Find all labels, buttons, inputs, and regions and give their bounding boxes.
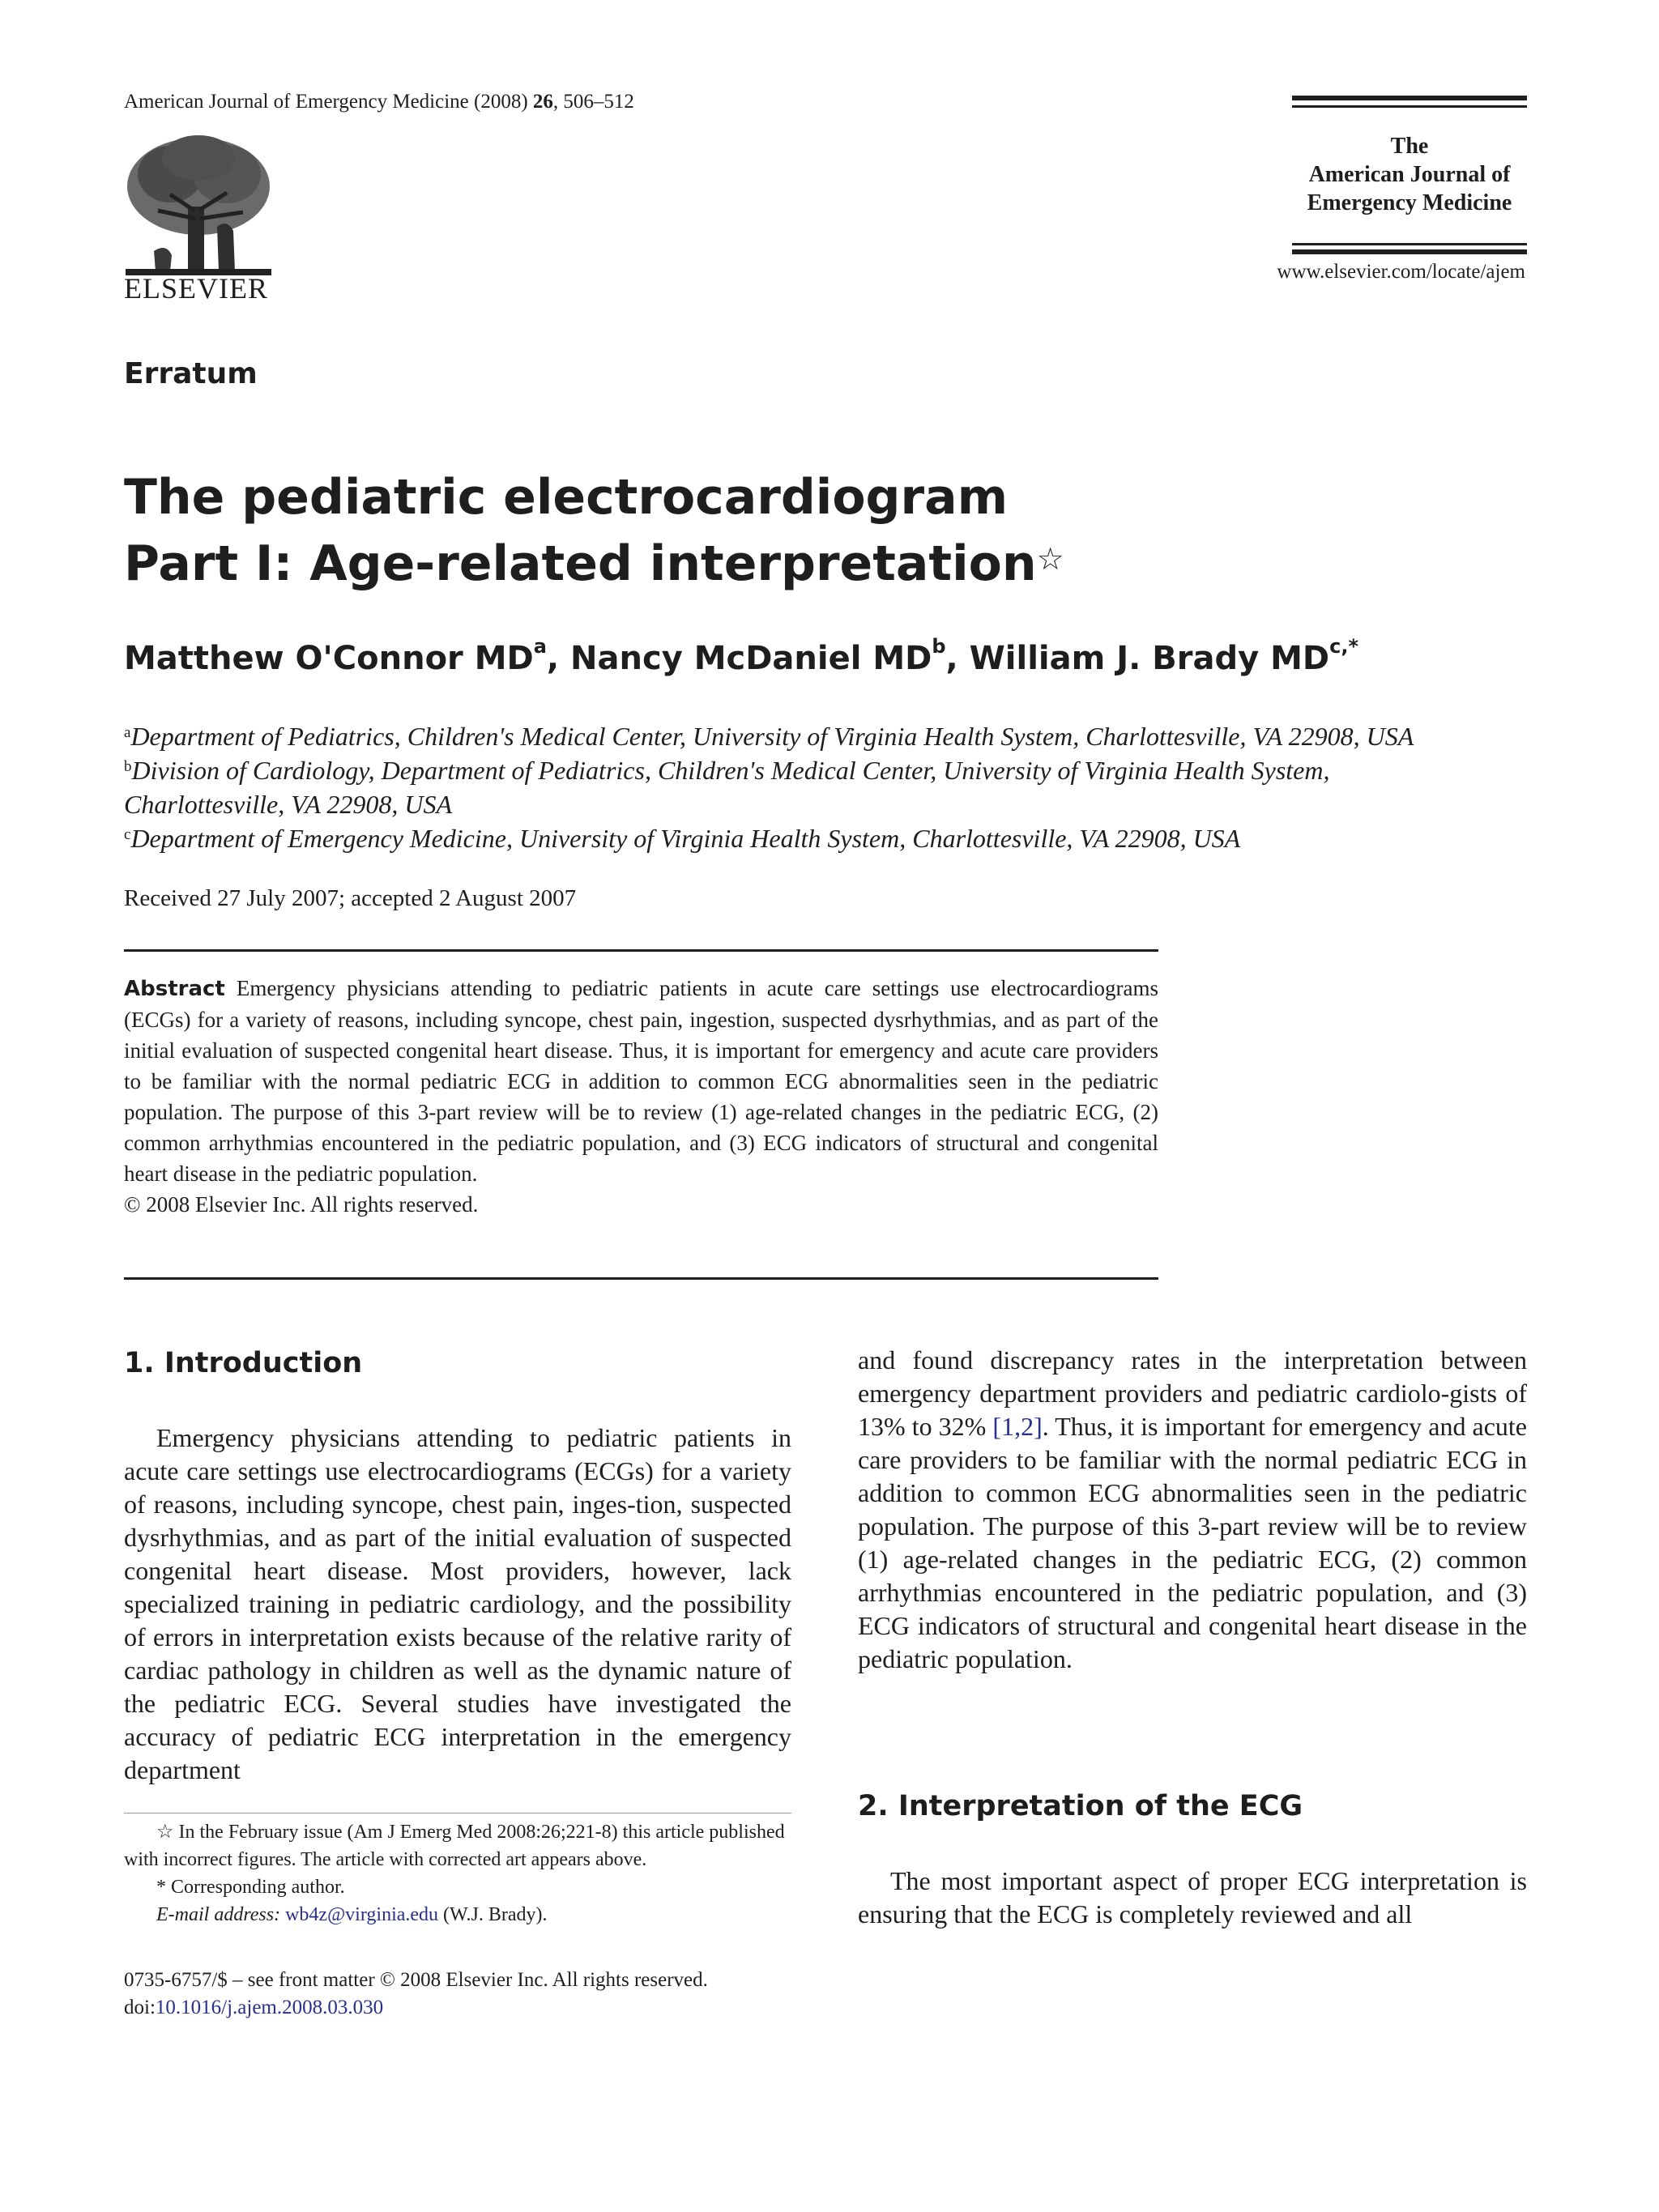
footnotes — [124, 1818, 791, 1929]
front-matter — [124, 1967, 853, 2022]
author-affiliation-marker: c,* — [1329, 635, 1358, 658]
star-footnote-marker[interactable]: ☆ — [1036, 541, 1064, 577]
masthead-line: The — [1390, 134, 1429, 159]
paragraph: The most important aspect of proper ECG interpretation is ensuring that the ECG is completely reviewed and all — [858, 1866, 1527, 1929]
author-affiliation-marker: b — [932, 635, 946, 658]
abstract-label: Abstract — [124, 977, 225, 1001]
affiliation: Charlottesville, VA 22908, USA — [124, 790, 452, 819]
email-link[interactable]: wb4z@virginia.edu — [285, 1904, 439, 1925]
masthead-line: Emergency Medicine — [1307, 190, 1512, 215]
section-heading-introduction: 1. Introduction — [124, 1347, 363, 1379]
paragraph: and found discrepancy rates in the interpretation between emergency department providers and pediatric cardiolo-gists of 13% to 32% [1,2]. Thus, it is important for emergency and acute care providers to be familiar with the normal pediatric ECG in addition to common ECG abnormalities seen in the pediatric population. The purpose of this 3-part review will be to review (1) age-related changes in the pediatric ECG, (2) common arrhythmias encountered in the pediatric population, and (3) ECG indicators of structural and congenital heart disease in the pediatric population. — [858, 1345, 1528, 1673]
paragraph: Emergency physicians attending to pediatric patients in acute care settings use electrocardiograms (ECGs) for a variety of reasons, including syncope, chest pain, inges-tion, suspected dysrhythmias, and as part of the initial evaluation of suspected congenital heart disease. Most providers, however, lack specialized training in pediatric cardiology, and the possibility of errors in interpretation exists because of the relative rarity of cardiac pathology in children as well as the dynamic nature of the pediatric ECG. Several studies have investigated the accuracy of pediatric ECG interpretation in the emergency department — [124, 1423, 791, 1784]
doi-line: doi:10.1016/j.ajem.2008.03.030 — [124, 1997, 384, 2018]
author-list: Matthew O'Connor $MD^a$, Nancy McDaniel $MD^b$, William J. Brady $MD^{c,*}$ — [124, 635, 1358, 677]
abstract — [124, 973, 1158, 1220]
interpretation-body — [858, 1865, 1527, 1931]
citation-link[interactable]: [1,2] — [992, 1412, 1043, 1441]
masthead-top-rule-thin — [1292, 105, 1527, 108]
masthead-line: American Journal of — [1308, 162, 1511, 187]
masthead-bottom-rule-thick — [1292, 249, 1527, 254]
abstract-copyright: © 2008 Elsevier Inc. All rights reserved. — [124, 1192, 479, 1217]
footnote-corresponding: * Corresponding author. — [156, 1877, 345, 1898]
journal-url[interactable]: www.elsevier.com/locate/ajem — [1277, 261, 1525, 283]
author: Nancy McDaniel MD — [570, 640, 932, 677]
affiliations — [124, 719, 1537, 855]
title-line-2: Part I: Age-related interpretation☆ — [124, 535, 1064, 592]
masthead-top-rule-thick — [1292, 96, 1527, 100]
affiliation: $^b$Division of Cardiology, Department of Pediatrics, Children's Medical Center, University of Virginia Health System, — [124, 756, 1330, 785]
introduction-continued — [858, 1344, 1527, 1676]
introduction-body — [124, 1421, 791, 1787]
footnote-star: ☆ In the February issue (Am J Emerg Med 2008:26;221-8) this article published with incorrect figures. The article with corrected art appears above. — [124, 1822, 785, 1870]
doi-link[interactable]: 10.1016/j.ajem.2008.03.030 — [155, 1997, 384, 2018]
section-heading-interpretation: 2. Interpretation of the ECG — [858, 1790, 1303, 1822]
star-footnote-marker: ☆ — [156, 1822, 174, 1843]
title-line-1: The pediatric electrocardiogram — [124, 469, 1009, 526]
masthead-bottom-rule-thin — [1292, 243, 1527, 245]
footnote-email: E-mail address: wb4z@virginia.edu (W.J. Brady). — [156, 1904, 548, 1925]
section-label: Erratum — [124, 357, 258, 390]
author: William J. Brady MD — [969, 640, 1330, 677]
abstract-top-rule — [124, 949, 1158, 952]
affiliation: $^c$Department of Emergency Medicine, University of Virginia Health System, Charlottesville, VA 22908, USA — [124, 824, 1241, 853]
publisher-name: ELSEVIER — [124, 272, 268, 305]
journal-masthead — [1292, 132, 1527, 217]
author: Matthew O'Connor MD — [124, 640, 534, 677]
abstract-text: Emergency physicians attending to pediatric patients in acute care settings use electrocardiograms (ECGs) for a variety of reasons, including syncope, chest pain, ingestion, suspected dysrhythmias, and as part of the initial evaluation of suspected congenital heart disease. Thus, it is important for emergency and acute care providers to be familiar with the normal pediatric ECG in addition to common ECG abnormalities seen in the pediatric population. The purpose of this 3-part review will be to review (1) age-related changes in the pediatric ECG, (2) common arrhythmias encountered in the pediatric population, and (3) ECG indicators of structural and congenital heart disease in the pediatric population. — [124, 976, 1159, 1186]
author-affiliation-marker: a — [533, 635, 547, 658]
received-dates: Received 27 July 2007; accepted 2 August 2007 — [124, 885, 577, 911]
article-title — [124, 464, 1064, 597]
journal-citation: American Journal of Emergency Medicine (2008) 26, 506–512 — [124, 91, 634, 113]
abstract-bottom-rule — [124, 1277, 1158, 1280]
affiliation: $^a$Department of Pediatrics, Children's Medical Center, University of Virginia Health System, Charlottesville, VA 22908, USA — [124, 722, 1414, 751]
issn-line: 0735-6757/$ – see front matter © 2008 Elsevier Inc. All rights reserved. — [124, 1969, 708, 1991]
